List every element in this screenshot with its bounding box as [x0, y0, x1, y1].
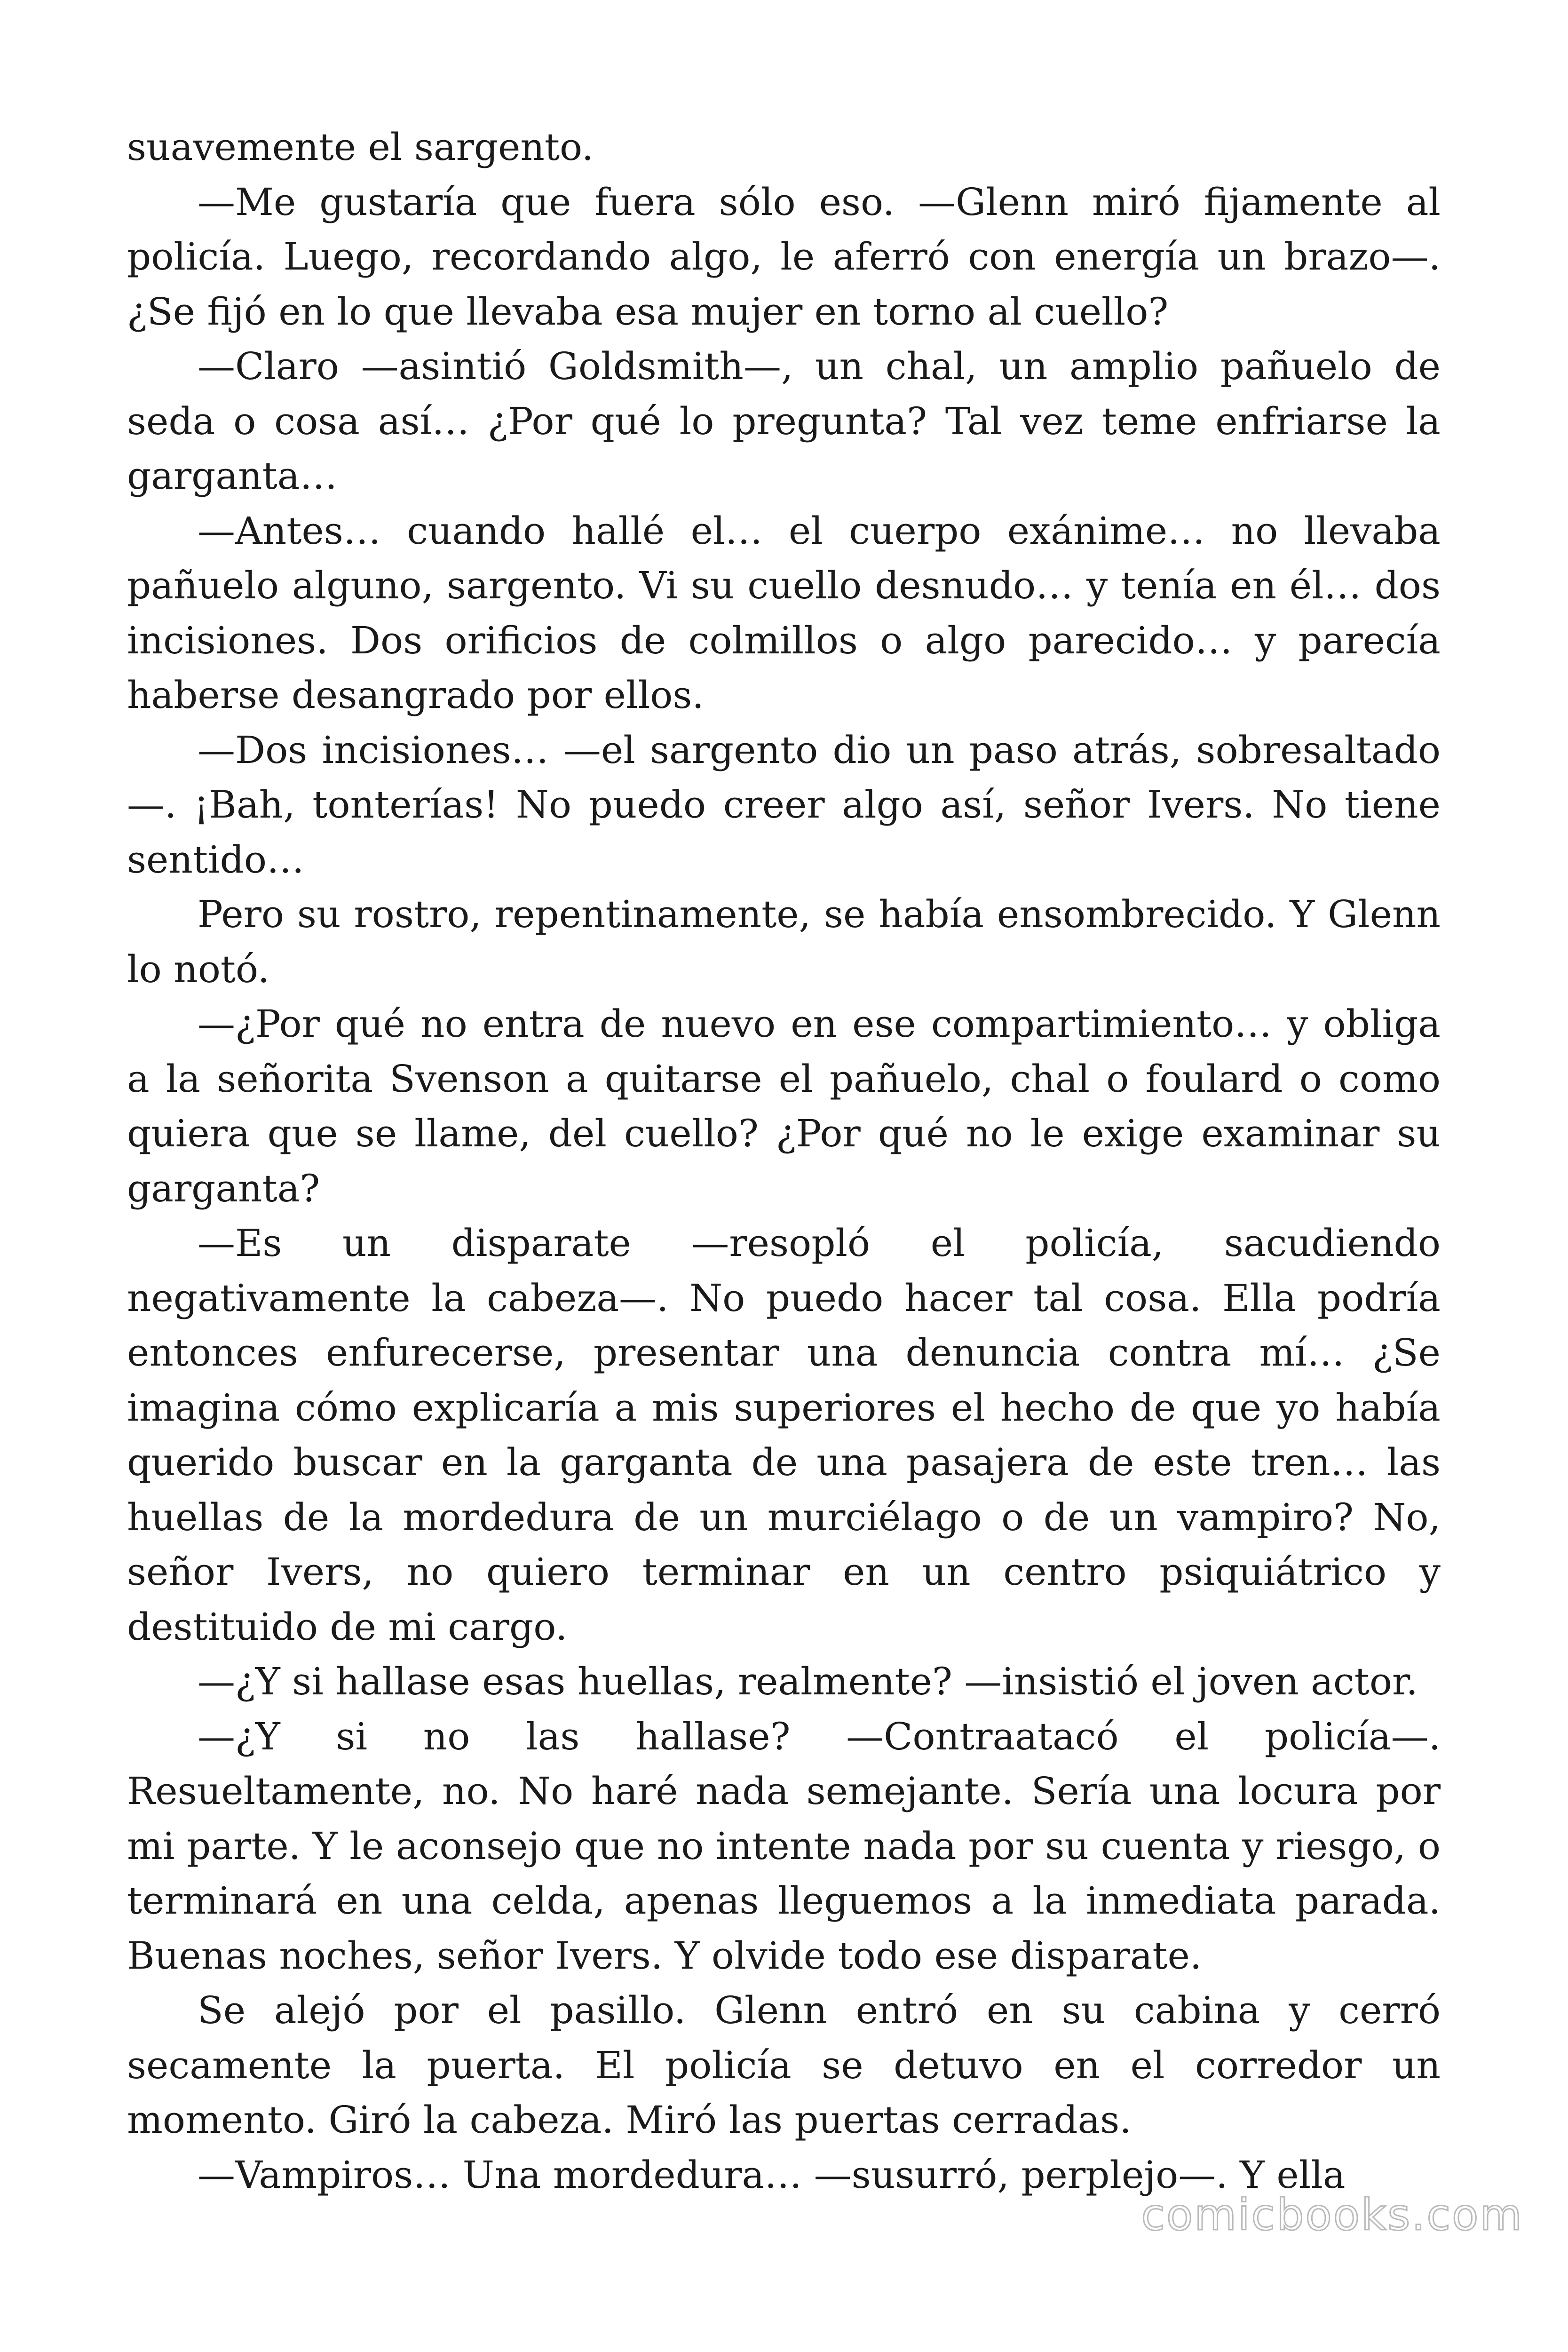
paragraph: —¿Y si hallase esas huellas, realmente? —insistió el joven actor. — [198, 1660, 1418, 1703]
paragraph: —Claro —asintió Goldsmith—, un chal, un amplio pañuelo de seda o cosa así… ¿Por qué lo pregunta? Tal vez teme enfriarse la garganta… — [127, 344, 1441, 498]
paragraph: Se alejó por el pasillo. Glenn entró en su cabina y cerró secamente la puerta. El policía se detuvo en el corredor un momento. Giró la cabeza. Miró las puertas cerradas. — [127, 1988, 1441, 2142]
paragraph: —Dos incisiones… —el sargento dio un paso atrás, sobresaltado —. ¡Bah, tonterías! No puedo creer algo así, señor Ivers. No tiene sentido… — [127, 728, 1441, 882]
paragraph: —Me gustaría que fuera sólo eso. —Glenn miró fijamente al policía. Luego, recordando algo, le aferró con energía un brazo—. ¿Se fijó en lo que llevaba esa mujer en torno al cuello? — [127, 180, 1441, 334]
paragraph: —Vampiros… Una mordedura… —susurró, perplejo—. Y ella — [198, 2153, 1346, 2197]
paragraph: —¿Y si no las hallase? —Contraatacó el policía—. Resueltamente, no. No haré nada semejante. Sería una locura por mi parte. Y le aconsejo que no intente nada por su cuenta y riesgo, o terminará en una celda, apenas lleguemos a la inmediata parada. Buenas noches, señor Ivers. Y olvide todo ese disparate. — [127, 1714, 1441, 1978]
watermark: comicbooks.com — [1141, 2190, 1523, 2240]
paragraph: suavemente el sargento. — [127, 125, 594, 169]
paragraph: —Antes… cuando hallé el… el cuerpo exánime… no llevaba pañuelo alguno, sargento. Vi su cuello desnudo… y tenía en él… dos incisiones. Dos orificios de colmillos o algo parecido… y parecía haberse desangrado por ellos. — [127, 509, 1441, 717]
paragraph: —Es un disparate —resopló el policía, sacudiendo negativamente la cabeza—. No puedo hacer tal cosa. Ella podría entonces enfurecerse, presentar una denuncia contra mí… ¿Se imagina cómo explicaría a mis superiores el hecho de que yo había querido buscar en la garganta de una pasajera de este tren… las huellas de la mordedura de un murciélago o de un vampiro? No, señor Ivers, no quiero terminar en un centro psiquiátrico y destituido de mi cargo. — [127, 1221, 1441, 1649]
paragraph: Pero su rostro, repentinamente, se había ensombrecido. Y Glenn lo notó. — [127, 892, 1441, 991]
book-page-text — [127, 120, 1441, 2202]
paragraph: —¿Por qué no entra de nuevo en ese compartimiento… y obliga a la señorita Svenson a quitarse el pañuelo, chal o foulard o como quiera que se llame, del cuello? ¿Por qué no le exige examinar su garganta? — [127, 1002, 1441, 1210]
